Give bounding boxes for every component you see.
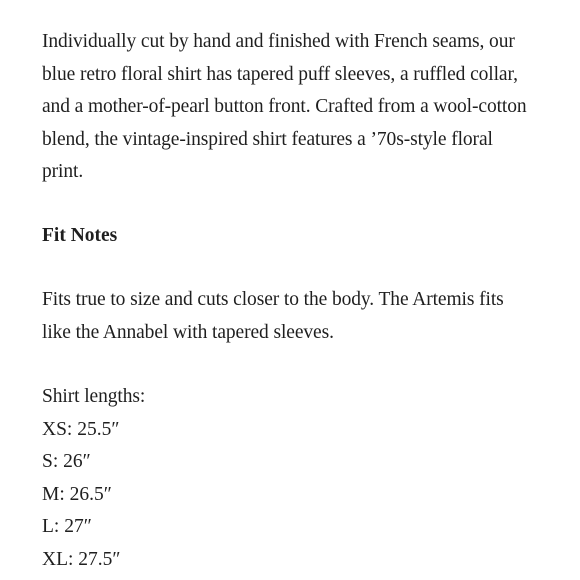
shirt-lengths-title: Shirt lengths:	[42, 386, 146, 407]
length-s: S: 26″	[42, 451, 91, 472]
length-xl: XL: 27.5″	[42, 548, 121, 570]
fit-notes-text: Fits true to size and cuts closer to the body. The Artemis fits like the Annabel with tapered sleeves.	[42, 289, 504, 343]
length-xs: XS: 25.5″	[42, 418, 120, 440]
product-details	[42, 26, 542, 576]
length-m: M: 26.5″	[42, 483, 112, 505]
fit-notes-heading: Fit Notes	[42, 224, 118, 246]
product-description: Individually cut by hand and finished with French seams, our blue retro floral shirt has tapered puff sleeves, a ruffled collar, and a mother-of-pearl button front. Crafted from a wool-cotton blend, the vintage-inspired shirt features a ’70s-style floral print.	[42, 31, 527, 182]
shirt-lengths-list	[42, 414, 542, 577]
length-l: L: 27″	[42, 516, 92, 537]
